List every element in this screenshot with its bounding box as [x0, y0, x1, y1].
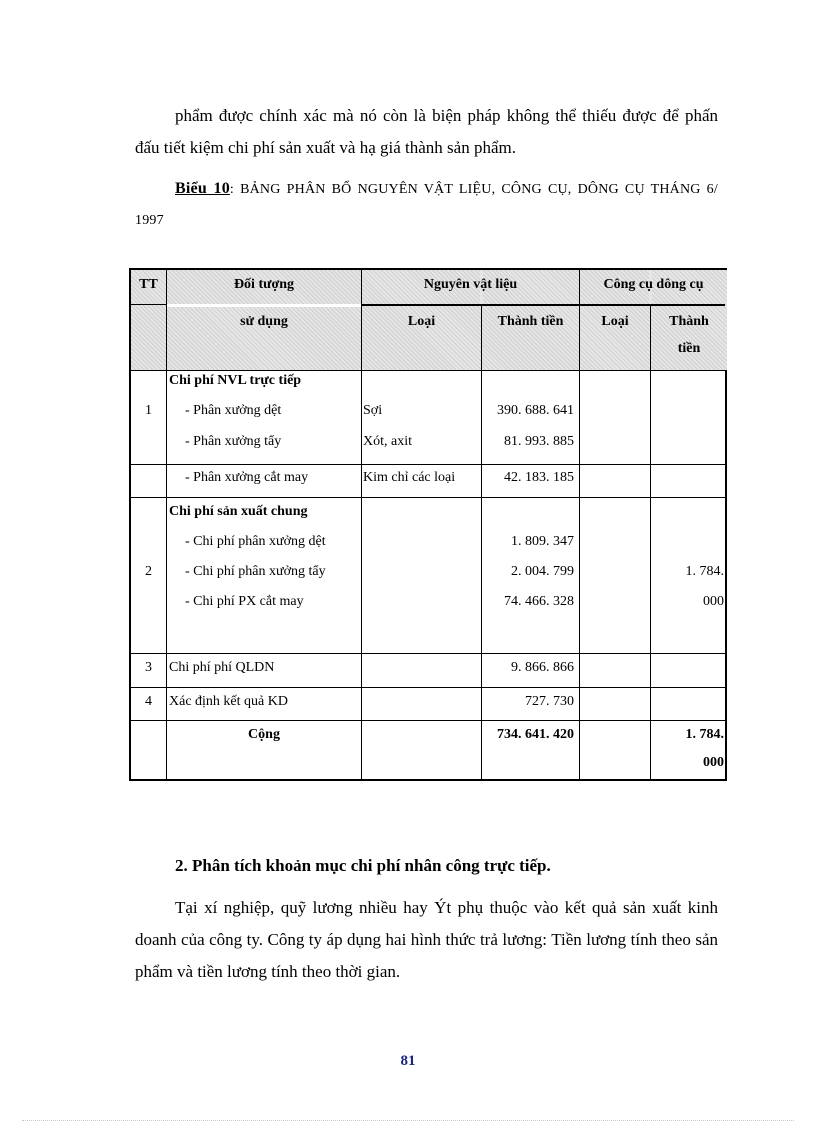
row-1a-name: - Phân xưởng dệt: [185, 403, 282, 418]
row-2b-name: - Chi phí phân xưởng tẩy: [185, 564, 326, 579]
row-3-name: Chi phí phí QLDN: [169, 660, 275, 675]
row-1-title: Chi phí NVL trực tiếp: [169, 373, 302, 388]
section-paragraph: Tại xí nghiệp, quỹ lương nhiều hay Ýt phụ thuộc vào kết quả sản xuất kinh doanh của công ty. Công ty áp dụng hai hình thức trả lương: Tiền lương tính theo sản phẩm và tiền lương tính theo thời gian.: [135, 898, 718, 981]
header-tt: TT: [139, 277, 158, 292]
row-4-thanh-tien: 727. 730: [525, 694, 574, 709]
allocation-table: [129, 268, 727, 781]
row-2b-thanh-tien: 2. 004. 799: [511, 564, 574, 579]
row-3-tt: 3: [145, 660, 152, 675]
total-label: Cộng: [248, 727, 280, 742]
intro-line-1: phẩm được chính xác mà nó còn là biện pháp không thể thiếu được để: [175, 106, 679, 125]
row-2-ccdc-a: 1. 784.: [685, 564, 724, 579]
row-3-thanh-tien: 9. 866. 866: [511, 660, 574, 675]
row-1b-thanh-tien: 81. 993. 885: [504, 434, 574, 449]
page-bottom-divider: [22, 1120, 794, 1121]
caption-text: : BẢNG PHÂN BỔ NGUYÊN VẬT LIỆU, CÔNG CỤ, DÔNG CỤ THÁNG 6/ 1997: [135, 182, 718, 228]
row-1c-thanh-tien: 42. 183. 185: [504, 470, 574, 485]
row-2-title: Chi phí sản xuất chung: [169, 504, 308, 519]
header-thanh-tien-ccdc-a: Thành: [669, 314, 709, 329]
row-1a-thanh-tien: 390. 688. 641: [497, 403, 574, 418]
intro-paragraph: [135, 100, 718, 164]
table-caption: [135, 173, 718, 236]
header-doi-tuong: Đối tượng: [233, 277, 295, 292]
header-nguyen-vat-lieu: Nguyên vật liệu: [423, 277, 518, 292]
total-ccdc-a: 1. 784.: [685, 727, 724, 742]
row-2a-name: - Chi phí phân xưởng dệt: [185, 534, 326, 549]
row-1c-loai: Kim chỉ các loại: [363, 470, 456, 485]
row-2a-thanh-tien: 1. 809. 347: [511, 534, 574, 549]
header-su-dung: sử dụng: [240, 314, 288, 329]
row-2c-name: - Chi phí PX cắt may: [185, 594, 304, 609]
row-2c-thanh-tien: 74. 466. 328: [504, 594, 574, 609]
header-loai-ccdc: Loại: [601, 314, 629, 329]
row-4-tt: 4: [145, 694, 152, 709]
total-ccdc-b: 000: [703, 755, 724, 770]
page-number: 81: [400, 1053, 416, 1069]
row-1c-name: - Phân xưởng cắt may: [185, 470, 309, 485]
row-2-tt: 2: [145, 564, 152, 579]
row-1a-loai: Sợi: [363, 403, 383, 418]
section-heading: 2. Phân tích khoản mục chi phí nhân công trực tiếp.: [175, 856, 551, 875]
row-1-tt: 1: [145, 403, 152, 418]
total-thanh-tien: 734. 641. 420: [497, 727, 574, 742]
caption-label: Biểu 10: [175, 180, 230, 197]
row-4-name: Xác định kết quả KD: [169, 694, 288, 709]
row-2-ccdc-b: 000: [703, 594, 724, 609]
header-thanh-tien: Thành tiền: [497, 314, 564, 329]
header-thanh-tien-ccdc-b: tiền: [677, 341, 701, 356]
row-1b-loai: Xót, axit: [363, 434, 412, 449]
header-loai: Loại: [407, 314, 436, 329]
row-1b-name: - Phân xưởng tẩy: [185, 434, 282, 449]
intro-line-2: phấn đấu tiết kiệm chi phí sản xuất và hạ giá thành sản phẩm.: [135, 106, 719, 157]
header-cong-cu: Công cụ dông cụ: [603, 277, 704, 292]
